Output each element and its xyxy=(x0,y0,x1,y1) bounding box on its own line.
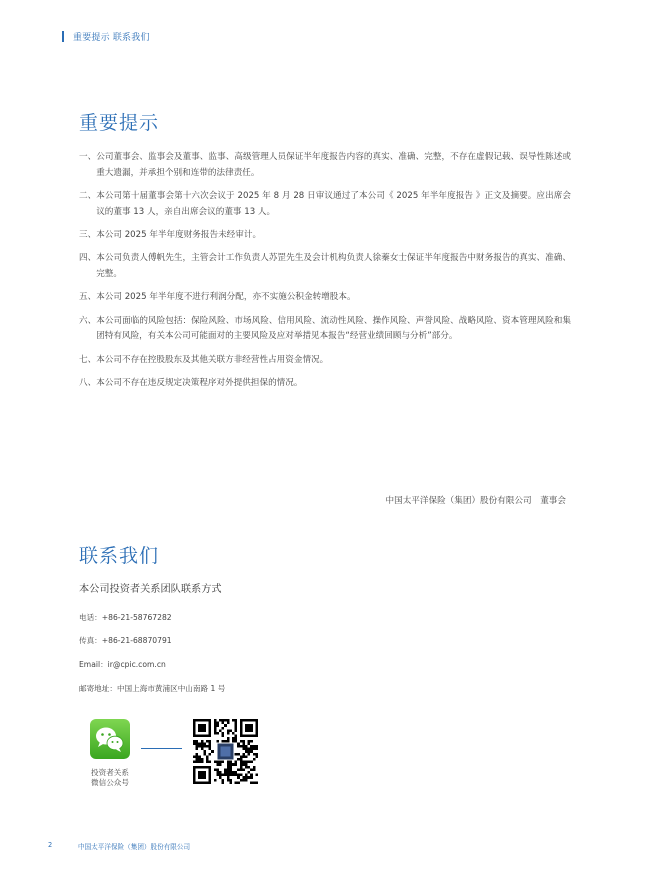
notice-item xyxy=(79,353,571,369)
notice-item-number: 三、 xyxy=(79,229,97,240)
contact-subtitle: 本公司投资者关系团队联系方式 xyxy=(79,584,222,595)
notice-item-text: 本公司 2025 年半年度财务报告未经审计。 xyxy=(96,229,262,240)
qr-code xyxy=(193,719,258,784)
notice-title: 重要提示 xyxy=(79,112,160,134)
connector-line xyxy=(141,748,182,749)
notice-item-text: 本公司负责人傅帆先生，主管会计工作负责人苏罡先生及会计机构负责人徐蓁女士保证半年度报告中财务报告的真实、准确、完整。 xyxy=(96,253,571,279)
contact-phone: 电话：+86-21-58767282 xyxy=(79,613,172,622)
notice-item-text: 本公司第十届董事会第十六次会议于 2025 年 8 月 28 日审议通过了本公司《 2025 年半年度报告 》正文及摘要。应出席会议的董事 13 人，亲自出席会议的董事 13 人。 xyxy=(96,190,571,217)
notice-item-number: 四、 xyxy=(79,253,97,264)
wechat-caption-line2: 微信公众号 xyxy=(91,778,129,787)
page-number: 2 xyxy=(48,841,53,849)
notice-item-text: 本公司 2025 年半年度不进行利润分配，亦不实施公积金转增股本。 xyxy=(96,292,356,303)
notice-item xyxy=(79,228,571,244)
notice-item-text: 公司董事会、监事会及董事、监事、高级管理人员保证半年度报告内容的真实、准确、完整，不存在虚假记载、误导性陈述或重大遗漏，并承担个别和连带的法律责任。 xyxy=(96,152,571,178)
page-footer xyxy=(48,841,190,851)
notice-item-number: 二、 xyxy=(79,190,97,201)
notice-item-text: 本公司面临的风险包括：保险风险、市场风险、信用风险、流动性风险、操作风险、声誉风险、战略风险、资本管理风险和集团特有风险，有关本公司可能面对的主要风险及应对举措见本报告“经营业绩回顾与分析”部分。 xyxy=(96,315,571,342)
notice-item-text: 本公司不存在控股股东及其他关联方非经营性占用资金情况。 xyxy=(96,354,329,365)
notice-item xyxy=(79,314,571,345)
notice-item-text: 本公司不存在违反规定决策程序对外提供担保的情况。 xyxy=(96,378,303,389)
notice-item xyxy=(79,290,571,306)
header-text: 重要提示 联系我们 xyxy=(73,32,150,43)
header-accent-bar xyxy=(62,31,64,42)
contact-address: 邮寄地址：中国上海市黄浦区中山南路 1 号 xyxy=(79,684,226,693)
notice-item xyxy=(79,251,571,282)
contact-email[interactable]: Email：ir@cpic.com.cn xyxy=(79,660,166,669)
notice-item-number: 一、 xyxy=(79,152,97,162)
notice-item-number: 八、 xyxy=(79,378,97,389)
notice-item xyxy=(79,376,571,392)
contact-title: 联系我们 xyxy=(79,545,160,567)
wechat-caption-line1: 投资者关系 xyxy=(91,768,129,777)
contact-fax: 传真：+86-21-68870791 xyxy=(79,636,172,645)
wechat-caption xyxy=(79,768,141,788)
board-signature: 中国太平洋保险（集团）股份有限公司 董事会 xyxy=(385,496,566,506)
notice-item-number: 六、 xyxy=(79,315,97,326)
notice-item xyxy=(79,150,571,181)
notice-item-number: 五、 xyxy=(79,292,97,303)
notice-item-number: 七、 xyxy=(79,354,97,365)
notice-item xyxy=(79,189,571,220)
page-header xyxy=(62,30,150,42)
wechat-bubbles-icon xyxy=(90,719,130,759)
notice-list xyxy=(79,150,571,400)
footer-company: 中国太平洋保险（集团）股份有限公司 xyxy=(78,843,191,851)
wechat-icon xyxy=(90,719,130,759)
